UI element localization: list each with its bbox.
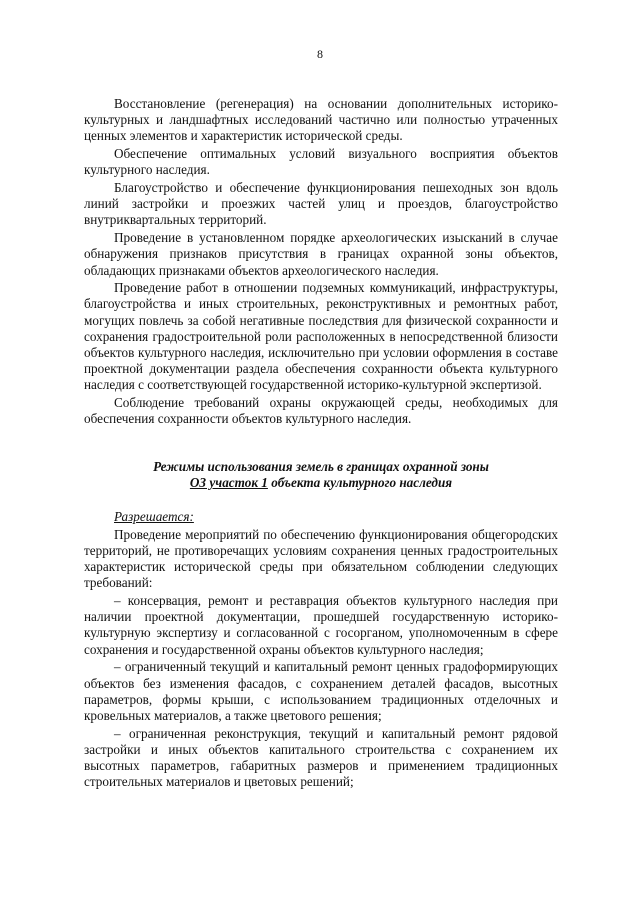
paragraph-environment: Соблюдение требований охраны окружающей среды, необходимых для обеспечения сохранности объектов культурного наследия. [84, 395, 558, 427]
allowed-label: Разрешается: [114, 508, 194, 524]
section-heading-line2 [84, 475, 558, 492]
paragraph-pedestrian-zones: Благоустройство и обеспечение функционирования пешеходных зон вдоль линий застройки и проезжих частей улиц и проездов, благоустройство внутриквартальных территорий. [84, 180, 558, 228]
paragraph-archaeology: Проведение в установленном порядке археологических изысканий в случае обнаружения признаков присутствия в границах охранной зоны объектов, обладающих признаками объектов археологического наследия. [84, 230, 558, 278]
page-number: 8 [317, 47, 323, 61]
zone-code: ОЗ участок 1 [189, 475, 268, 491]
paragraph-measures: Проведение мероприятий по обеспечению функционирования общегородских территорий, не противоречащих условиям сохранения ценных градостроительных характеристик исторической среды при обязательном соблюдении следующих требований: [84, 526, 558, 591]
paragraph-utility-works: Проведение работ в отношении подземных коммуникаций, инфраструктуры, благоустройства и иных строительных, реконструктивных и ремонтных работ, могущих повлечь за собой негативные последствия для физической сохранности и сохранения градостроительной роли расположенных в непосредственной близости объектов культурного наследия, исключительно при условии оформления в составе проектной документации раздела обеспечения сохранности объекта культурного наследия с соответствующей государственной историко-культурной экспертизой. [84, 280, 558, 393]
paragraph-restoration: Восстановление (регенерация) на основании дополнительных историко-культурных и ландшафтных исследований частично или полностью утраченных ценных элементов и характеристик исторической среды. [84, 96, 558, 144]
section-heading-line2-rest: объекта культурного наследия [267, 475, 453, 491]
list-item-reconstruction: – ограниченная реконструкция, текущий и капитальный ремонт рядовой застройки и иных объектов капитального строительства с сохранением их высотных параметров, габаритных размеров и применением традиционных строительных материалов и цветовых решений; [84, 725, 558, 790]
section-heading [84, 459, 558, 492]
paragraph-visual-perception: Обеспечение оптимальных условий визуального восприятия объектов культурного наследия. [84, 146, 558, 178]
list-item-limited-repair: – ограниченный текущий и капитальный ремонт ценных градоформирующих объектов без изменения фасадов, с сохранением деталей фасадов, высотных параметров, формы крыши, с использованием традиционных отделочных и кровельных материалов, а также цветового решения; [84, 659, 558, 723]
document-body [84, 96, 558, 792]
list-item-conservation: – консервация, ремонт и реставрация объектов культурного наследия при наличии проектной документации, прошедшей государственную историко-культурную экспертизу и согласованной с госорганом, уполномоченным в сфере сохранения и государственной охраны объектов культурного наследия; [84, 593, 558, 657]
section-heading-line1: Режимы использования земель в границах охранной зоны [153, 458, 489, 474]
